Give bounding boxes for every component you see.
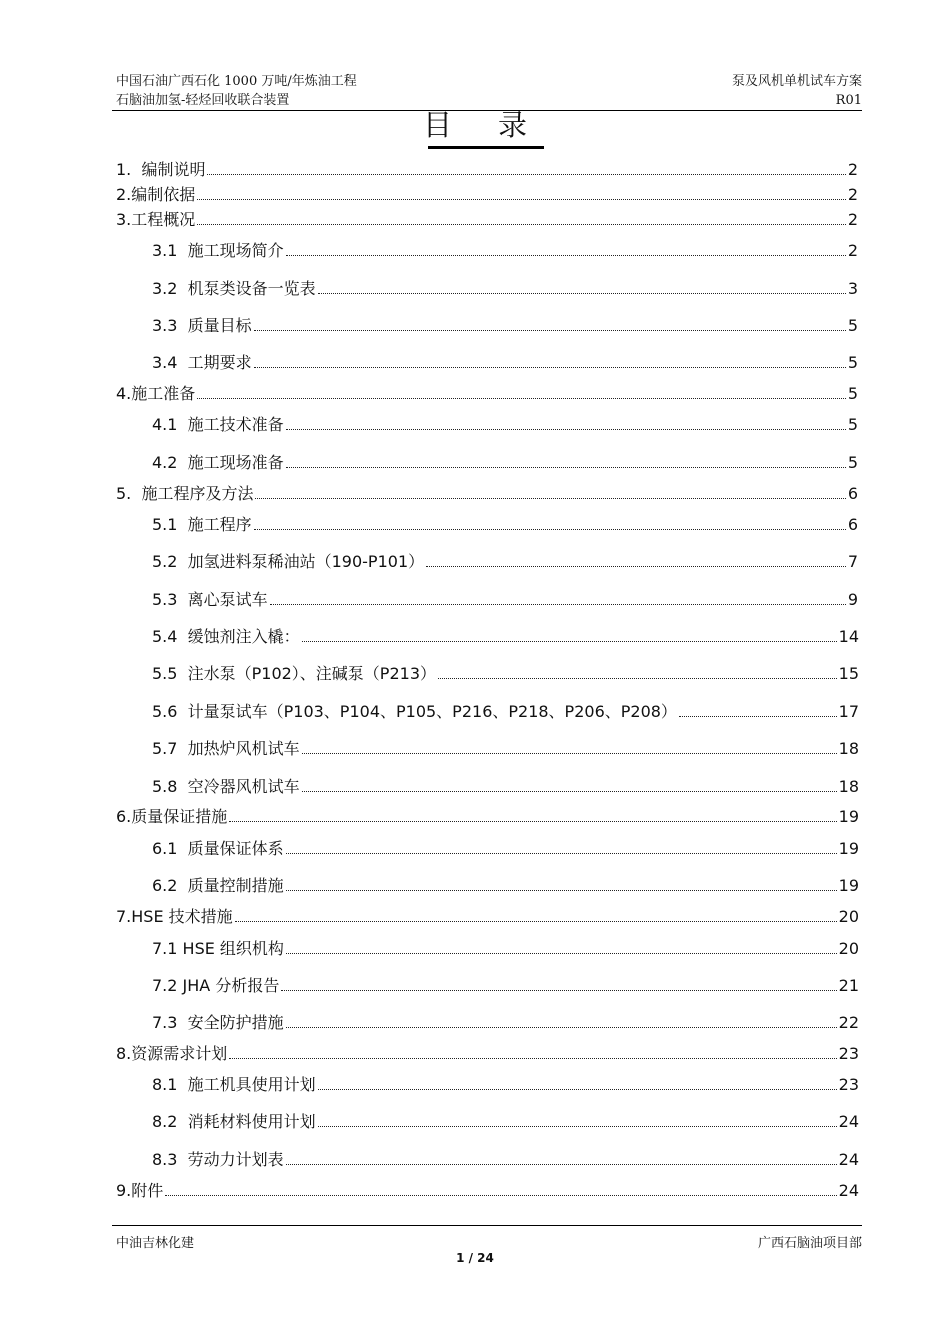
toc-entry-page: 5 xyxy=(847,384,858,403)
toc-entry-title: 5.3 离心泵试车 xyxy=(152,590,268,609)
toc-leader-dots xyxy=(286,890,837,891)
toc-entry-page: 2 xyxy=(847,210,858,229)
toc-entry[interactable] xyxy=(152,551,858,573)
toc-entry-page: 24 xyxy=(838,1150,859,1169)
toc-entry-page: 9 xyxy=(847,590,858,609)
toc-entry-page: 21 xyxy=(838,976,859,995)
toc-leader-dots xyxy=(197,398,846,399)
toc-leader-dots xyxy=(254,529,846,530)
toc-entry[interactable] xyxy=(116,1180,859,1202)
toc-entry-title: 5.4 缓蚀剂注入橇： xyxy=(152,627,300,646)
toc-leader-dots xyxy=(254,367,846,368)
header-right xyxy=(732,72,862,110)
title-underline xyxy=(428,146,544,149)
toc-entry[interactable] xyxy=(152,240,858,262)
toc-entry-title: 3.1 施工现场简介 xyxy=(152,241,284,260)
toc-entry-page: 23 xyxy=(838,1044,859,1063)
toc-entry-page: 7 xyxy=(847,552,858,571)
footer-divider xyxy=(112,1225,862,1226)
toc-leader-dots xyxy=(286,467,846,468)
toc-entry[interactable] xyxy=(116,184,858,206)
toc-entry-page: 5 xyxy=(847,415,858,434)
toc-leader-dots xyxy=(286,1027,837,1028)
toc-entry-page: 5 xyxy=(847,316,858,335)
toc-entry[interactable] xyxy=(152,776,859,798)
toc-entry[interactable] xyxy=(116,1043,859,1065)
footer-department: 广西石脑油项目部 xyxy=(757,1236,862,1251)
toc-leader-dots xyxy=(254,330,846,331)
header-doc-title: 泵及风机单机试车方案 xyxy=(731,74,862,89)
toc-entry[interactable] xyxy=(152,738,859,760)
toc-entry-title: 8.3 劳动力计划表 xyxy=(152,1150,284,1169)
toc-leader-dots xyxy=(286,953,837,954)
header-unit: 石脑油加氢-轻烃回收联合装置 xyxy=(116,93,290,108)
toc-entry-page: 24 xyxy=(838,1181,859,1200)
toc-leader-dots xyxy=(197,199,846,200)
toc-entry[interactable] xyxy=(152,278,858,300)
toc-entry[interactable] xyxy=(152,701,859,723)
toc-entry-page: 2 xyxy=(847,185,858,204)
toc-entry-title: 5.1 施工程序 xyxy=(152,515,252,534)
toc-entry[interactable] xyxy=(116,483,858,505)
toc-entry[interactable] xyxy=(116,806,859,828)
toc-entry-title: 7.1 HSE 组织机构 xyxy=(152,939,284,958)
toc-entry-page: 20 xyxy=(838,907,859,926)
toc-entry-title: 8.1 施工机具使用计划 xyxy=(152,1075,316,1094)
toc-entry-title: 3.工程概况 xyxy=(116,210,196,229)
toc-entry-page: 15 xyxy=(838,664,859,683)
toc-leader-dots xyxy=(270,604,846,605)
toc-entry-page: 2 xyxy=(847,160,858,179)
toc-leader-dots xyxy=(229,821,836,822)
toc-leader-dots xyxy=(426,566,846,567)
toc-entry[interactable] xyxy=(116,906,859,928)
toc-entry-title: 8.2 消耗材料使用计划 xyxy=(152,1112,316,1131)
toc-entry-page: 14 xyxy=(838,627,859,646)
toc-leader-dots xyxy=(286,853,837,854)
toc-leader-dots xyxy=(286,429,846,430)
footer-company: 中油吉林化建 xyxy=(116,1236,195,1251)
toc-entry[interactable] xyxy=(152,1111,859,1133)
toc-entry-page: 3 xyxy=(847,279,858,298)
toc-entry[interactable] xyxy=(116,209,858,231)
toc-entry-page: 19 xyxy=(838,807,859,826)
toc-leader-dots xyxy=(302,753,837,754)
toc-entry-page: 2 xyxy=(847,241,858,260)
toc-entry-title: 5.2 加氢进料泵稀油站（190-P101） xyxy=(152,552,425,571)
toc-leader-dots xyxy=(438,678,837,679)
toc-entry-page: 5 xyxy=(847,453,858,472)
toc-entry-page: 17 xyxy=(838,702,859,721)
toc-entry[interactable] xyxy=(152,1074,859,1096)
toc-leader-dots xyxy=(207,174,845,175)
toc-entry[interactable] xyxy=(152,875,859,897)
toc-entry[interactable] xyxy=(152,514,858,536)
toc-entry-title: 4.施工准备 xyxy=(116,384,196,403)
toc-leader-dots xyxy=(286,1164,837,1165)
toc-entry[interactable] xyxy=(152,1149,859,1171)
toc-leader-dots xyxy=(281,990,836,991)
header-revision: R01 xyxy=(835,93,862,108)
toc-entry-page: 19 xyxy=(838,876,859,895)
toc-entry-title: 5. 施工程序及方法 xyxy=(116,484,254,503)
toc-entry[interactable] xyxy=(152,315,858,337)
toc-entry-title: 8.资源需求计划 xyxy=(116,1044,228,1063)
toc-entry-title: 5.6 计量泵试车（P103、P104、P105、P216、P218、P206、P208） xyxy=(152,702,677,721)
toc-entry-title: 2.编制依据 xyxy=(116,185,196,204)
toc-leader-dots xyxy=(318,1126,837,1127)
page-title-text: 目录 xyxy=(422,108,573,142)
toc-leader-dots xyxy=(197,224,846,225)
toc-entry[interactable] xyxy=(152,1012,859,1034)
toc-entry-title: 7.HSE 技术措施 xyxy=(116,907,233,926)
toc-entry-title: 4.1 施工技术准备 xyxy=(152,415,284,434)
toc-entry-page: 24 xyxy=(838,1112,859,1131)
toc-entry-title: 7.2 JHA 分析报告 xyxy=(152,976,280,995)
toc-leader-dots xyxy=(679,716,837,717)
toc-entry-title: 9.附件 xyxy=(116,1181,164,1200)
toc-entry-title: 5.8 空冷器风机试车 xyxy=(152,777,300,796)
toc-leader-dots xyxy=(302,641,837,642)
toc-leader-dots xyxy=(229,1058,836,1059)
header-left xyxy=(116,72,357,110)
toc-entry-page: 19 xyxy=(838,839,859,858)
toc-entry[interactable] xyxy=(152,663,859,685)
toc-entry-page: 23 xyxy=(838,1075,859,1094)
toc-entry[interactable] xyxy=(152,938,859,960)
toc-entry[interactable] xyxy=(152,626,859,648)
toc-entry[interactable] xyxy=(152,838,859,860)
toc-entry-title: 5.5 注水泵（P102）、注碱泵（P213） xyxy=(152,664,436,683)
toc-entry[interactable] xyxy=(116,383,858,405)
toc-entry[interactable] xyxy=(152,975,859,997)
toc-leader-dots xyxy=(318,1089,837,1090)
toc-entry-page: 5 xyxy=(847,353,858,372)
toc-entry-page: 18 xyxy=(838,777,859,796)
toc-entry-title: 5.7 加热炉风机试车 xyxy=(152,739,300,758)
toc-entry-page: 6 xyxy=(847,515,858,534)
toc-entry[interactable] xyxy=(116,159,858,181)
toc-entry-page: 22 xyxy=(838,1013,859,1032)
toc-entry-title: 6.1 质量保证体系 xyxy=(152,839,284,858)
toc-entry-title: 6.2 质量控制措施 xyxy=(152,876,284,895)
toc-leader-dots xyxy=(235,921,837,922)
toc-entry-title: 4.2 施工现场准备 xyxy=(152,453,284,472)
toc-entry-page: 18 xyxy=(838,739,859,758)
toc-entry-title: 1. 编制说明 xyxy=(116,160,206,179)
toc-leader-dots xyxy=(165,1195,836,1196)
toc-leader-dots xyxy=(302,791,837,792)
toc-entry-page: 6 xyxy=(847,484,858,503)
page-number: 1 / 24 xyxy=(456,1251,494,1265)
toc-leader-dots xyxy=(286,255,846,256)
page-title xyxy=(0,110,950,140)
toc-leader-dots xyxy=(318,293,846,294)
toc-entry-page: 20 xyxy=(838,939,859,958)
header-project: 中国石油广西石化 1000 万吨/年炼油工程 xyxy=(116,74,357,89)
toc-entry[interactable] xyxy=(152,452,858,474)
toc-leader-dots xyxy=(255,498,845,499)
toc-entry-title: 3.4 工期要求 xyxy=(152,353,252,372)
toc-entry[interactable] xyxy=(152,414,858,436)
toc-entry-title: 3.3 质量目标 xyxy=(152,316,252,335)
toc-entry[interactable] xyxy=(152,589,858,611)
toc-entry-title: 3.2 机泵类设备一览表 xyxy=(152,279,316,298)
toc-entry[interactable] xyxy=(152,352,858,374)
toc-entry-title: 6.质量保证措施 xyxy=(116,807,228,826)
toc-entry-title: 7.3 安全防护措施 xyxy=(152,1013,284,1032)
